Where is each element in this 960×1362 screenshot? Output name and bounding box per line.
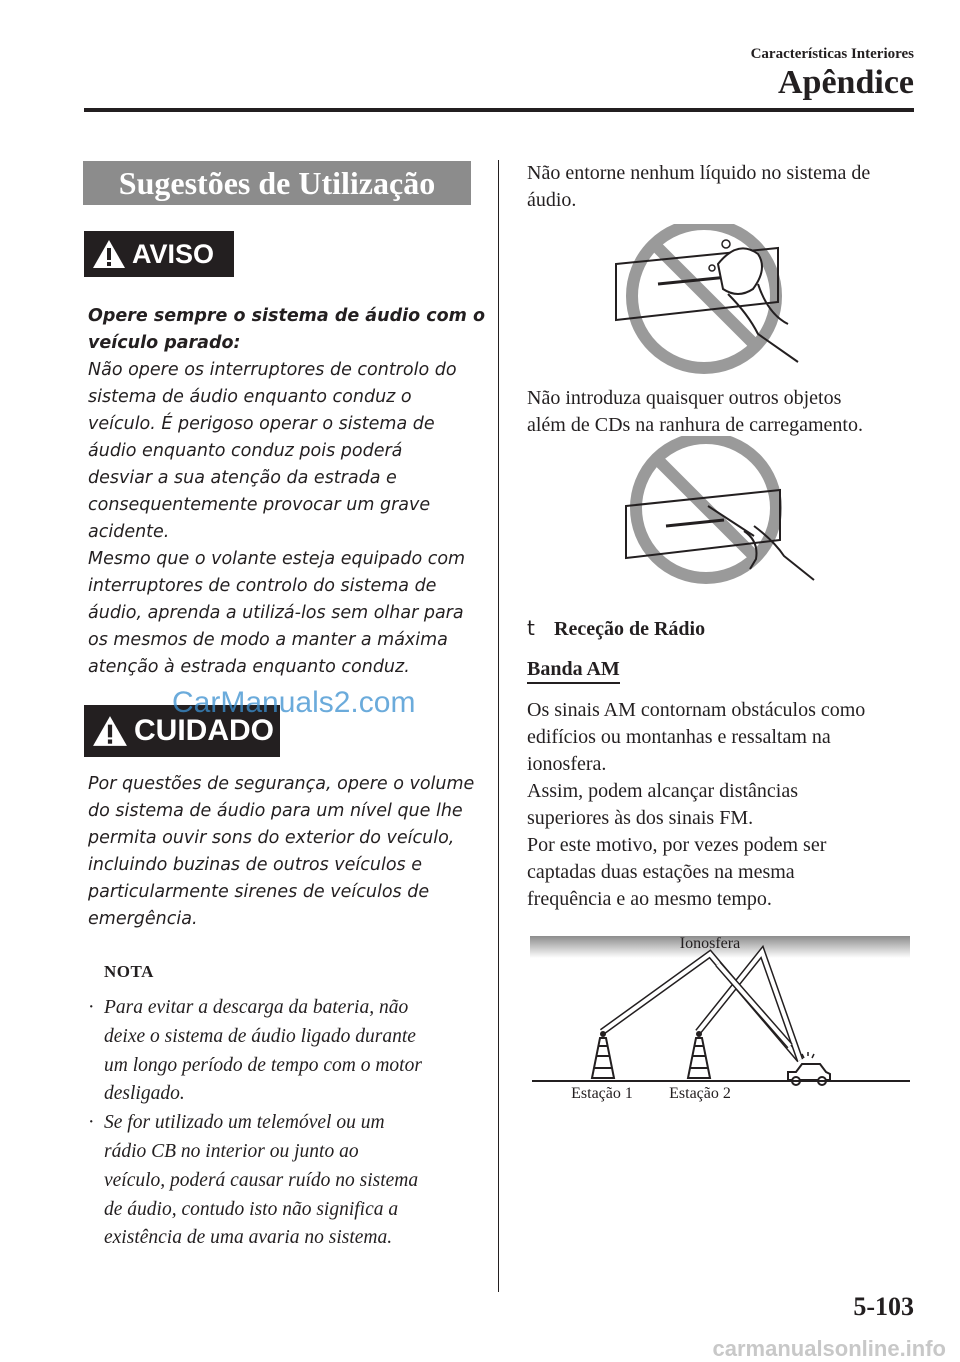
text-line: Assim, podem alcançar distâncias <box>527 780 799 802</box>
aviso-badge <box>84 231 234 277</box>
nota-heading: NOTA <box>104 962 154 981</box>
cuidado-label: CUIDADO <box>134 714 274 747</box>
no-liquid-illustration <box>608 224 818 380</box>
text-line: Os sinais AM contornam obstáculos como <box>527 699 866 721</box>
am-paragraph <box>527 697 927 913</box>
band-heading: Banda AM <box>527 658 620 684</box>
nota-line: desligado. <box>104 1083 185 1105</box>
cuidado-line: emergência. <box>88 909 198 929</box>
aviso-line: veículo. É perigoso operar o sistema de <box>88 414 435 434</box>
aviso-line: Opere sempre o sistema de áudio com o <box>88 306 485 326</box>
aviso-line: desviar a sua atenção da estrada e <box>88 468 397 488</box>
aviso-label: AVISO <box>132 238 215 269</box>
aviso-line: Mesmo que o volante esteja equipado com <box>88 549 466 569</box>
header-rule <box>84 108 914 112</box>
am-reception-diagram <box>530 928 912 1106</box>
cuidado-line: do sistema de áudio para um nível que lhe <box>88 801 463 821</box>
section-title: Sugestões de Utilização <box>83 161 471 205</box>
nota-line: Se for utilizado um telemóvel ou um <box>104 1112 385 1134</box>
watermark: CarManuals2.com <box>172 686 416 719</box>
nota-item <box>88 1109 478 1253</box>
nota-line: existência de uma avaria no sistema. <box>104 1227 393 1249</box>
aviso-line: veículo parado: <box>88 333 241 353</box>
text-line: ionosfera. <box>527 753 607 775</box>
text-line: além de CDs na ranhura de carregamento. <box>527 414 863 436</box>
station-1-tower <box>592 1031 614 1078</box>
cuidado-text <box>88 771 488 933</box>
warning-icon <box>92 715 128 747</box>
text-line: Não introduza quaisquer outros objetos <box>527 387 842 409</box>
text-line: Por este motivo, por vezes podem ser <box>527 834 827 856</box>
nota-line: um longo período de tempo com o motor <box>104 1054 422 1076</box>
nota-list <box>88 994 478 1253</box>
aviso-line: áudio, aprenda a utilizá-los sem olhar para <box>88 603 464 623</box>
subsection-title: Receção de Rádio <box>554 618 706 640</box>
cuidado-line: Por questões de segurança, opere o volume <box>88 774 475 794</box>
subsection-marker: t <box>527 616 535 640</box>
column-divider <box>498 160 499 1292</box>
footer-watermark: carmanualsonline.info <box>712 1336 946 1361</box>
text-line: edifícios ou montanhas e ressaltam na <box>527 726 831 748</box>
nota-line: deixe o sistema de áudio ligado durante <box>104 1025 416 1047</box>
warning-icon <box>92 239 126 269</box>
bullet: · <box>88 997 95 1018</box>
cuidado-line: permita ouvir sons do exterior do veículo, <box>88 828 455 848</box>
aviso-line: acidente. <box>88 522 170 542</box>
text-line: Não entorne nenhum líquido no sistema de <box>527 162 871 184</box>
aviso-line: consequentemente provocar um grave <box>88 495 431 515</box>
aviso-line: atenção à estrada enquanto conduz. <box>88 657 410 677</box>
page-number: 5-103 <box>853 1292 914 1321</box>
nota-item <box>88 994 478 1109</box>
section-header: Apêndice <box>778 64 914 101</box>
station-2-tower <box>688 1031 710 1078</box>
aviso-line: os mesmos de modo a manter a máxima <box>88 630 448 650</box>
bullet: · <box>88 1112 95 1134</box>
aviso-line: Não opere os interruptores de controlo do <box>88 360 457 380</box>
nota-line: veículo, poderá causar ruído no sistema <box>104 1169 419 1191</box>
chapter-title: Características Interiores <box>750 46 914 62</box>
text-line: captadas duas estações na mesma <box>527 861 795 883</box>
ionosphere-label: Ionosfera <box>679 935 741 952</box>
cuidado-line: incluindo buzinas de outros veículos e <box>88 855 422 875</box>
aviso-line: sistema de áudio enquanto conduz o <box>88 387 412 407</box>
liquid-paragraph <box>527 160 927 214</box>
nota-line: Para evitar a descarga da bateria, não <box>104 997 409 1018</box>
subsection-heading <box>527 616 705 641</box>
text-line: frequência e ao mesmo tempo. <box>527 888 772 910</box>
station-1-label: Estação 1 <box>571 1085 633 1102</box>
no-objects-illustration <box>604 436 820 590</box>
aviso-text <box>88 303 488 681</box>
station-2-label: Estação 2 <box>669 1085 731 1102</box>
text-line: áudio. <box>527 189 577 211</box>
nota-line: de áudio, contudo isto não significa a <box>104 1198 399 1220</box>
text-line: superiores às dos sinais FM. <box>527 807 754 829</box>
nota-line: rádio CB no interior ou junto ao <box>104 1140 359 1162</box>
cuidado-line: particularmente sirenes de veículos de <box>88 882 430 902</box>
aviso-line: áudio enquanto conduz pois poderá <box>88 441 403 461</box>
aviso-line: interruptores de controlo do sistema de <box>88 576 437 596</box>
cd-paragraph <box>527 385 927 439</box>
